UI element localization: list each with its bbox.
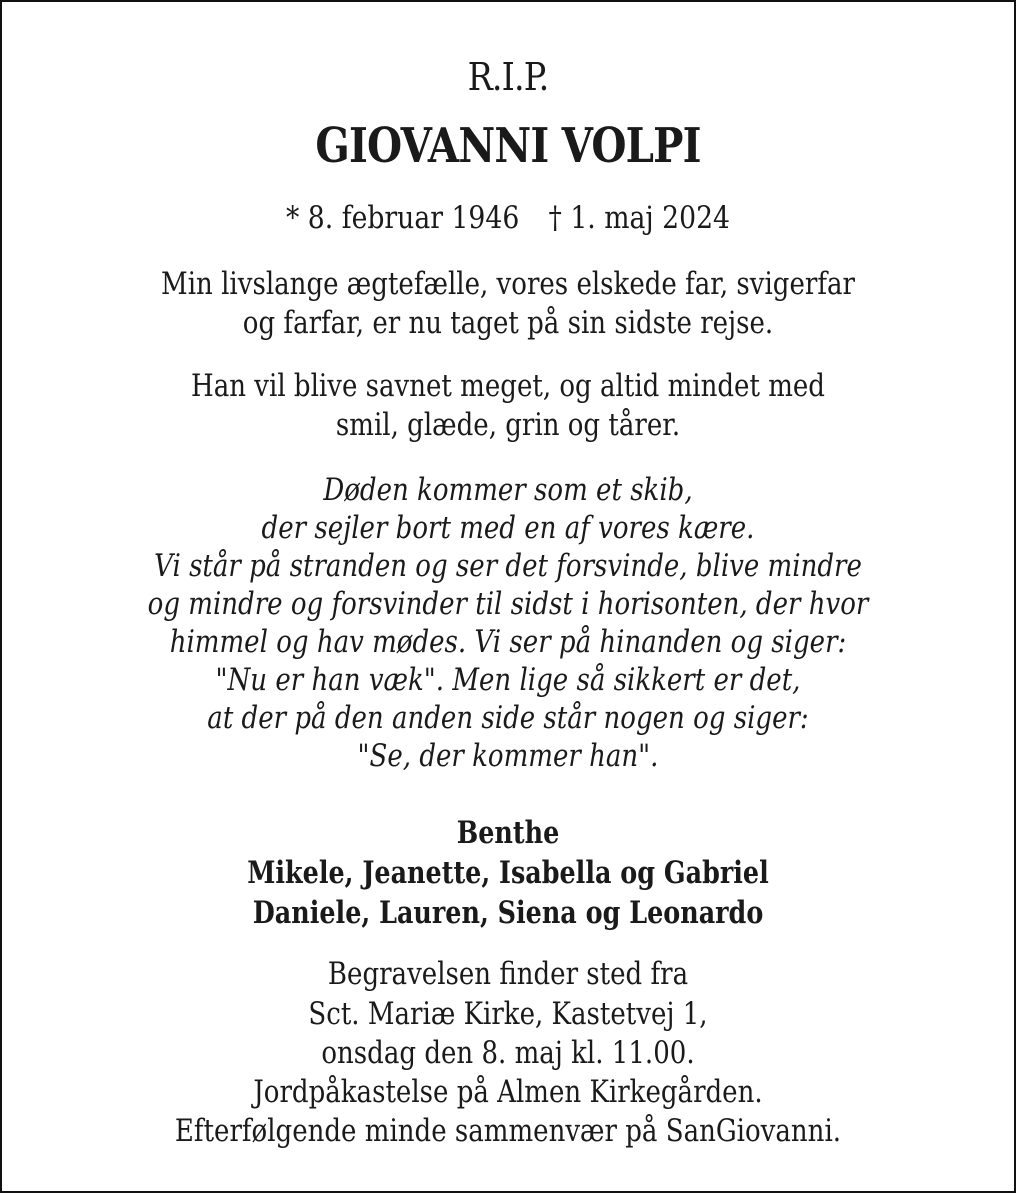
- poem-line: "Se, der kommer han".: [357, 738, 659, 774]
- funeral-line: Sct. Mariæ Kirke, Kastetvej 1,: [308, 996, 708, 1032]
- poem-line: "Nu er han væk". Men lige så sikkert er det,: [215, 662, 801, 698]
- family-line: Mikele, Jeanette, Isabella og Gabriel: [247, 855, 769, 891]
- poem-line: og mindre og forsvinder til sidst i horisonten, der hvor: [147, 586, 869, 622]
- funeral-line: Begravelsen finder sted fra: [327, 956, 689, 992]
- family-line: Daniele, Lauren, Siena og Leonardo: [252, 895, 764, 931]
- funeral-line: Jordpåkastelse på Almen Kirkegården.: [253, 1074, 763, 1110]
- intro-line: Min livslange ægtefælle, vores elskede far, svigerfar: [161, 266, 855, 302]
- intro-line: og farfar, er nu taget på sin sidste rejse.: [242, 305, 774, 341]
- deceased-name: GIOVANNI VOLPI: [315, 118, 701, 174]
- funeral-line: Efterfølgende minde sammenvær på SanGiovanni.: [174, 1113, 842, 1149]
- life-dates: [73, 200, 943, 236]
- birth-date: * 8. februar 1946: [285, 200, 520, 236]
- poem-line: der sejler bort med en af vores kære.: [261, 510, 755, 546]
- death-date: † 1. maj 2024: [548, 200, 731, 236]
- family-line: Benthe: [456, 815, 560, 851]
- remembrance-line: Han vil blive savnet meget, og altid mindet med: [191, 368, 825, 404]
- poem-line: Vi står på stranden og ser det forsvinde, blive mindre: [154, 548, 862, 584]
- funeral-line: onsdag den 8. maj kl. 11.00.: [321, 1035, 695, 1071]
- poem-line: Døden kommer som et skib,: [323, 472, 693, 508]
- poem-line: himmel og hav mødes. Vi ser på hinanden og siger:: [169, 624, 847, 660]
- rip-header: R.I.P.: [467, 55, 549, 99]
- poem-line: at der på den anden side står nogen og siger:: [207, 700, 809, 736]
- remembrance-line: smil, glæde, grin og tårer.: [335, 407, 681, 443]
